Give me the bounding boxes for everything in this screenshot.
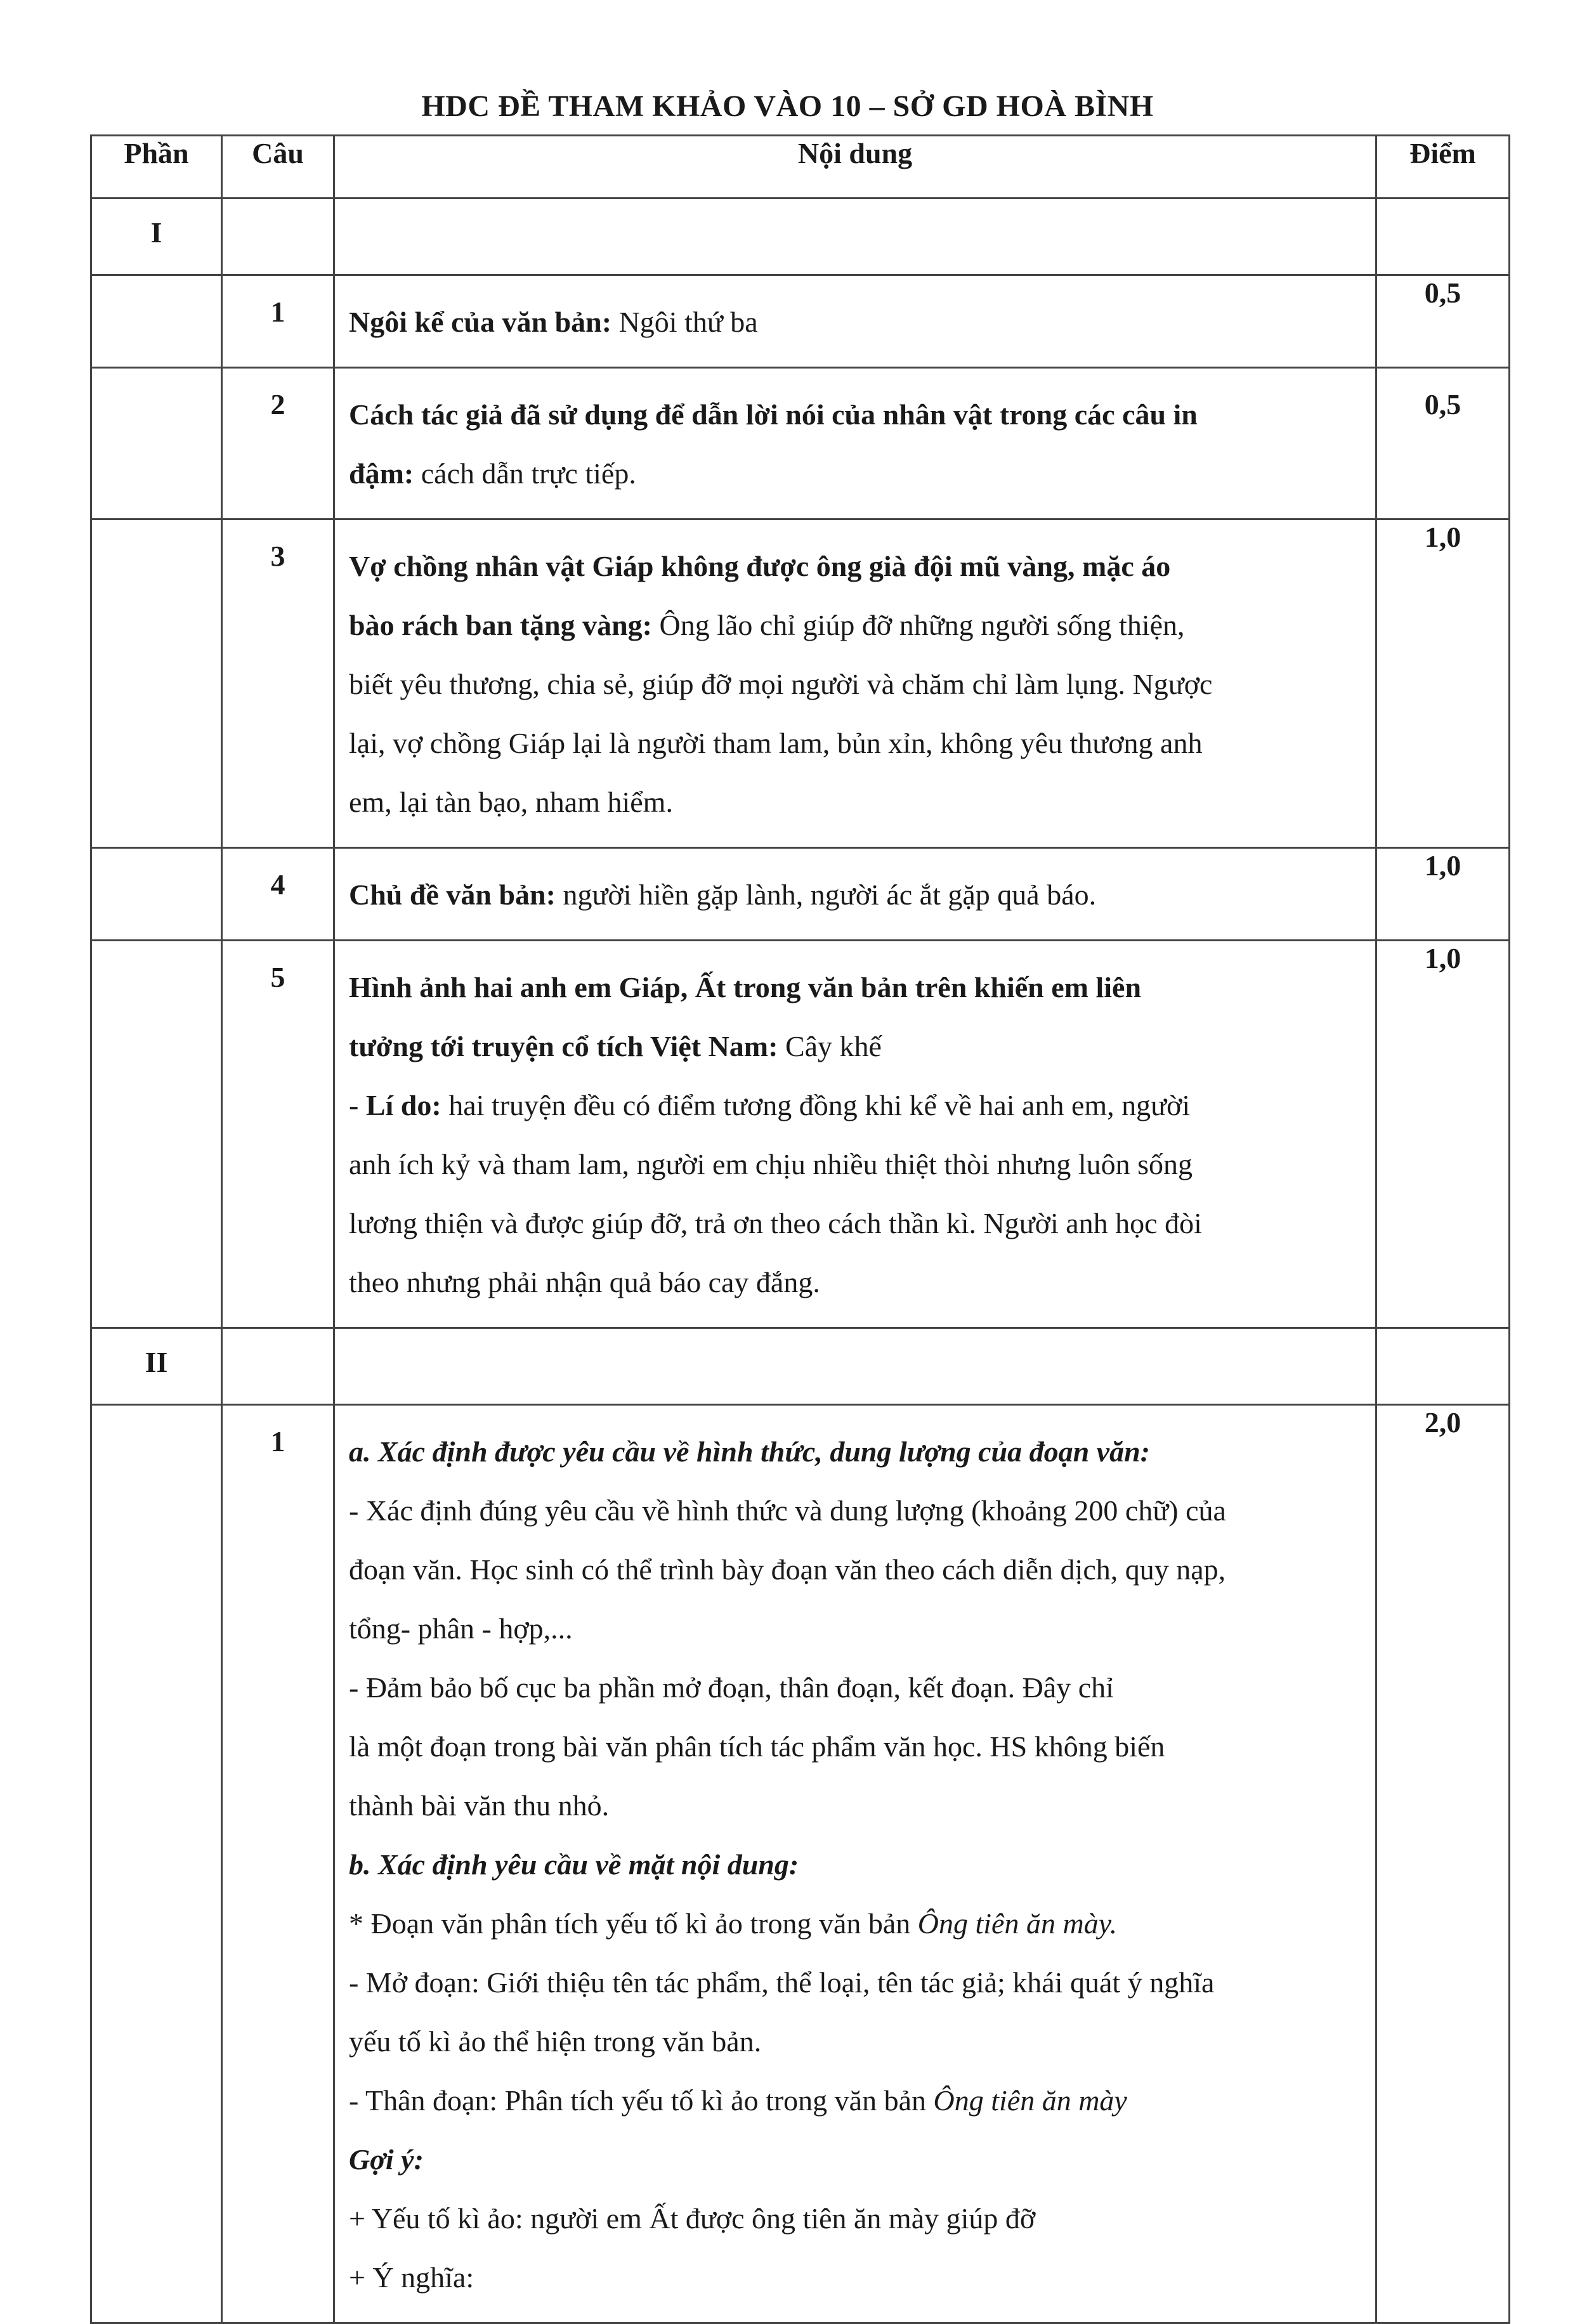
- question-number: 1: [222, 1405, 334, 2323]
- question-number: 5: [222, 941, 334, 1328]
- score: 1,0: [1376, 848, 1510, 941]
- answer-content: Cách tác giả đã sử dụng để dẫn lời nói của nhân vật trong các câu in đậm: cách dẫn trực tiếp.: [334, 368, 1376, 519]
- table-row: [91, 1405, 1510, 2323]
- score: 1,0: [1376, 941, 1510, 1328]
- section-label: I: [91, 199, 222, 275]
- question-number: 3: [222, 519, 334, 848]
- header-diem: Điểm: [1376, 136, 1510, 199]
- answer-table: [90, 134, 1510, 2324]
- score: 1,0: [1376, 519, 1510, 848]
- question-number: 4: [222, 848, 334, 941]
- table-row: [91, 275, 1510, 368]
- header-noi-dung: Nội dung: [334, 136, 1376, 199]
- table-row: [91, 848, 1510, 941]
- answer-content: a. Xác định được yêu cầu về hình thức, dung lượng của đoạn văn: - Xác định đúng yêu cầu về hình thức và dung lượng (khoảng 200 chữ) của đoạn văn. Học sinh có thể trình bày đoạn văn theo cách diễn dịch, quy nạp, tổng- phân - hợp,... - Đảm bảo bố cục ba phần mở đoạn, thân đoạn, kết đoạn. Đây chỉ là một đoạn trong bài văn phân tích tác phẩm văn học. HS không biến thành bài văn thu nhỏ. b. Xác định yêu cầu về mặt nội dung: * Đoạn văn phân tích yếu tố kì ảo trong văn bản Ông tiên ăn mày. - Mở đoạn: Giới thiệu tên tác phẩm, thể loại, tên tác giả; khái quát ý nghĩa yếu tố kì ảo thể hiện trong văn bản. - Thân đoạn: Phân tích yếu tố kì ảo trong văn bản Ông tiên ăn mày Gợi ý: + Yếu tố kì ảo: người em Ất được ông tiên ăn mày giúp đỡ + Ý nghĩa:: [334, 1405, 1376, 2323]
- document-title: HDC ĐỀ THAM KHẢO VÀO 10 – SỞ GD HOÀ BÌNH: [421, 89, 1154, 123]
- table-row: [91, 519, 1510, 848]
- answer-content: Chủ đề văn bản: người hiền gặp lành, người ác ắt gặp quả báo.: [334, 848, 1376, 941]
- section-row-ii: [91, 1328, 1510, 1405]
- score: 0,5: [1376, 368, 1510, 519]
- question-number: 2: [222, 368, 334, 519]
- table-row: [91, 941, 1510, 1328]
- answer-content: Ngôi kể của văn bản: Ngôi thứ ba: [334, 275, 1376, 368]
- table-row: [91, 368, 1510, 519]
- answer-content: Vợ chồng nhân vật Giáp không được ông già đội mũ vàng, mặc áo bào rách ban tặng vàng: Ông lão chỉ giúp đỡ những người sống thiện, biết yêu thương, chia sẻ, giúp đỡ mọi người và chăm chỉ làm lụng. Ngược lại, vợ chồng Giáp lại là người tham lam, bủn xỉn, không yêu thương anh em, lại tàn bạo, nham hiểm.: [334, 519, 1376, 848]
- score: 0,5: [1376, 275, 1510, 368]
- score: 2,0: [1376, 1405, 1510, 2323]
- section-row-i: [91, 199, 1510, 275]
- header-phan: Phần: [91, 136, 222, 199]
- question-number: 1: [222, 275, 334, 368]
- header-cau: Câu: [222, 136, 334, 199]
- answer-content: Hình ảnh hai anh em Giáp, Ất trong văn bản trên khiến em liên tưởng tới truyện cổ tích Việt Nam: Cây khế - Lí do: hai truyện đều có điểm tương đồng khi kể về hai anh em, người anh ích kỷ và tham lam, người em chịu nhiều thiệt thòi nhưng luôn sống lương thiện và được giúp đỡ, trả ơn theo cách thần kì. Người anh học đòi theo nhưng phải nhận quả báo cay đắng.: [334, 941, 1376, 1328]
- header-row: [91, 136, 1510, 199]
- section-label: II: [91, 1328, 222, 1405]
